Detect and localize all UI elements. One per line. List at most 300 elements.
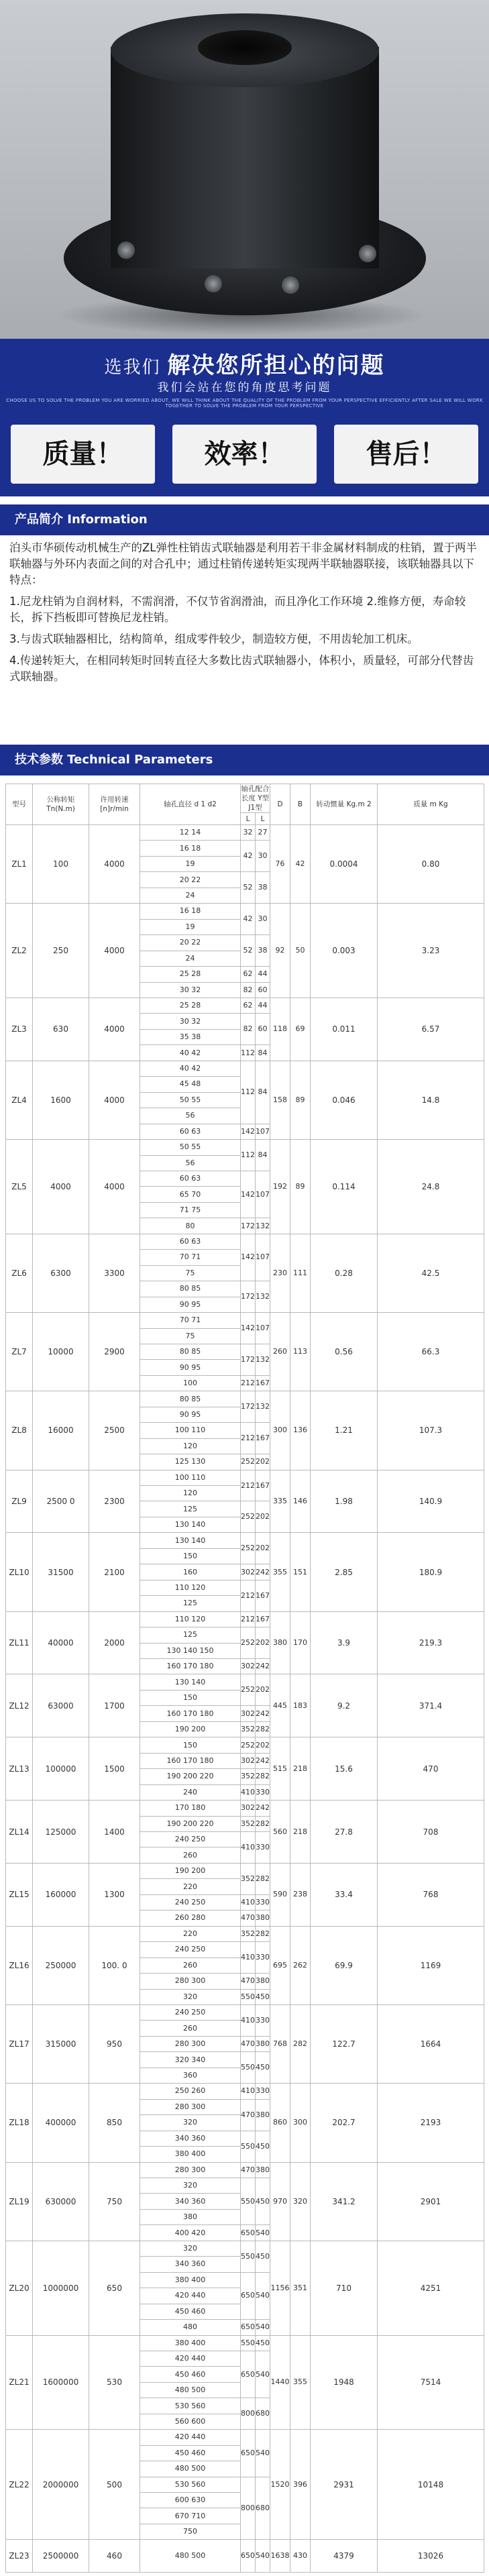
cell-model: ZL4	[6, 1061, 33, 1139]
col-bore: 轴孔直径 d 1 d2	[140, 784, 241, 825]
cell-l: 52	[241, 935, 256, 967]
cell-bore: 19	[140, 856, 241, 871]
cell-bore: 30 32	[140, 1014, 241, 1029]
cell-l: 352	[241, 1926, 256, 1941]
cell-bore: 60 63	[140, 1234, 241, 1249]
cell-bore: 240 250	[140, 1942, 241, 1957]
cell-model: ZL1	[6, 825, 33, 904]
cell-model: ZL3	[6, 998, 33, 1061]
cell-inertia: 3.9	[311, 1611, 378, 1674]
section-title: 产品简介 Information	[15, 513, 148, 527]
cell-l1: 167	[256, 1470, 270, 1501]
cell-b: 89	[290, 1140, 311, 1234]
cell-bore: 220	[140, 1879, 241, 1894]
cell-inertia: 0.0004	[311, 825, 378, 904]
cell-model: ZL12	[6, 1674, 33, 1737]
cell-speed: 4000	[89, 1061, 140, 1139]
cell-bore: 260	[140, 1957, 241, 1973]
card-efficiency	[172, 425, 317, 484]
cell-bore: 600 630	[140, 2493, 241, 2508]
cell-b: 42	[290, 825, 311, 904]
cell-l1: 680	[256, 2398, 270, 2430]
cell-bore: 130 140	[140, 1517, 241, 1532]
cell-bore: 40 42	[140, 1061, 241, 1076]
cell-inertia: 0.046	[311, 1061, 378, 1139]
cell-bore: 125 130	[140, 1454, 241, 1470]
cell-bore: 240 250	[140, 1894, 241, 1910]
cell-torque: 100	[33, 825, 89, 904]
cell-torque: 250000	[33, 1926, 89, 2004]
table-row	[6, 825, 484, 841]
cell-l: 352	[241, 1863, 256, 1894]
cell-l1: 242	[256, 1753, 270, 1768]
cell-model: ZL10	[6, 1533, 33, 1611]
cell-model: ZL9	[6, 1470, 33, 1533]
cell-torque: 4000	[33, 1140, 89, 1234]
cell-speed: 2500	[89, 1391, 140, 1470]
cell-mass: 768	[378, 1863, 484, 1926]
cell-d: 1638	[270, 2540, 290, 2572]
cell-d: 590	[270, 1863, 290, 1926]
cell-bore: 25 28	[140, 967, 241, 982]
cell-bore: 420 440	[140, 2430, 241, 2445]
cell-mass: 219.3	[378, 1611, 484, 1674]
cell-b: 218	[290, 1801, 311, 1864]
cell-l1: 540	[256, 2540, 270, 2572]
cell-bore: 340 360	[140, 2131, 241, 2146]
cell-l1: 202	[256, 1627, 270, 1659]
card-label: 质量！	[42, 438, 123, 470]
cell-torque: 1000000	[33, 2241, 89, 2335]
cell-speed: 500	[89, 2430, 140, 2540]
cell-inertia: 341.2	[311, 2162, 378, 2241]
cell-torque: 250	[33, 904, 89, 998]
table-row	[6, 1470, 484, 1485]
col-l: L	[241, 813, 256, 825]
table-header-row	[6, 784, 484, 813]
cell-l: 142	[241, 1313, 256, 1344]
cell-l1: 132	[256, 1391, 270, 1423]
cell-b: 355	[290, 2335, 311, 2430]
cell-l: 302	[241, 1753, 256, 1768]
product-photo	[0, 0, 489, 339]
cell-model: ZL6	[6, 1234, 33, 1312]
cell-b: 151	[290, 1533, 311, 1611]
cell-speed: 1400	[89, 1801, 140, 1864]
cell-b: 89	[290, 1061, 311, 1139]
table-row	[6, 2162, 484, 2178]
table-row	[6, 1533, 484, 1548]
cell-l1: 132	[256, 1281, 270, 1313]
cell-model: ZL8	[6, 1391, 33, 1470]
cell-speed: 850	[89, 2084, 140, 2162]
cell-bore: 480	[140, 2320, 241, 2335]
table-row	[6, 1391, 484, 1407]
cell-l: 650	[241, 2320, 256, 2335]
cell-bore: 12 14	[140, 825, 241, 841]
cell-d: 335	[270, 1470, 290, 1533]
banner-main: 解决您所担心的问题	[167, 352, 385, 379]
cell-mass: 2901	[378, 2162, 484, 2241]
cell-inertia: 710	[311, 2241, 378, 2335]
cell-l: 470	[241, 2162, 256, 2178]
cell-bore: 190 200 220	[140, 1816, 241, 1831]
cell-l1: 242	[256, 1659, 270, 1674]
cell-bore: 160 170 180	[140, 1659, 241, 1674]
cell-bore: 380 400	[140, 2272, 241, 2288]
cell-d: 860	[270, 2084, 290, 2162]
cell-b: 136	[290, 1391, 311, 1470]
cell-bore: 670 710	[140, 2508, 241, 2524]
cell-d: 380	[270, 1611, 290, 1674]
banner-lead: 选我们	[104, 358, 161, 378]
cell-torque: 1600	[33, 1061, 89, 1139]
bolt-head	[205, 275, 222, 292]
cell-l1: 107	[256, 1171, 270, 1218]
cell-l: 212	[241, 1611, 256, 1627]
cell-l: 82	[241, 982, 256, 998]
cell-l: 252	[241, 1533, 256, 1564]
cell-l1: 330	[256, 2084, 270, 2099]
col-d: D	[270, 784, 290, 825]
col-l1: L	[256, 813, 270, 825]
cell-l1: 330	[256, 1832, 270, 1864]
cell-bore: 40 42	[140, 1045, 241, 1061]
cell-inertia: 15.6	[311, 1737, 378, 1801]
cell-b: 396	[290, 2430, 311, 2540]
cell-l: 172	[241, 1281, 256, 1313]
cell-d: 192	[270, 1140, 290, 1234]
cell-mass: 10148	[378, 2430, 484, 2540]
cell-bore: 100 110	[140, 1423, 241, 1438]
cell-d: 560	[270, 1801, 290, 1864]
cell-b: 351	[290, 2241, 311, 2335]
cell-bore: 150	[140, 1690, 241, 1705]
cell-l1: 84	[256, 1140, 270, 1171]
cell-d: 92	[270, 904, 290, 998]
cell-inertia: 9.2	[311, 1674, 378, 1737]
cell-l1: 60	[256, 1014, 270, 1045]
cell-l1: 330	[256, 1942, 270, 1974]
cell-bore: 90 95	[140, 1297, 241, 1312]
cell-speed: 4000	[89, 1140, 140, 1234]
cell-model: ZL19	[6, 2162, 33, 2241]
cell-d: 118	[270, 998, 290, 1061]
cell-b: 113	[290, 1313, 311, 1391]
cell-torque: 400000	[33, 2084, 89, 2162]
cell-mass: 3.23	[378, 904, 484, 998]
cell-bore: 170 180	[140, 1801, 241, 1816]
col-torque: 公称转矩 Tn(N.m)	[33, 784, 89, 825]
cell-l: 470	[241, 1911, 256, 1926]
cell-l: 42	[241, 841, 256, 872]
cell-bore: 380 400	[140, 2147, 241, 2162]
cell-l1: 450	[256, 2052, 270, 2084]
cell-bore: 320	[140, 2241, 241, 2256]
bolt-head	[117, 241, 135, 259]
cell-bore: 260	[140, 2021, 241, 2036]
cell-mass: 1169	[378, 1926, 484, 2004]
cell-d: 445	[270, 1674, 290, 1737]
section-header-params	[0, 745, 489, 775]
table-row	[6, 1061, 484, 1076]
banner-headline	[0, 347, 489, 380]
cell-model: ZL23	[6, 2540, 33, 2572]
cell-torque: 2500 0	[33, 1470, 89, 1533]
cell-speed: 650	[89, 2241, 140, 2335]
col-mass: 质量 m Kg	[378, 784, 484, 825]
cell-bore: 45 48	[140, 1077, 241, 1092]
banner-english: CHOOSE US TO SOLVE THE PROBLEM YOU ARE WORRIED ABOUT, WE WILL THINK ABOUT THE QUALITY OF THE PROBLEM FROM YOUR PERSPECTIVE EFFICIENTLY AFTER SALE WE WILL WORK TOGETHER TO SOLVE THE PROBLEM FROM YOUR PERSPECTIVE	[6, 398, 483, 409]
cell-bore: 480 500	[140, 2540, 241, 2572]
cell-bore: 280 300	[140, 2099, 241, 2114]
cell-l1: 202	[256, 1533, 270, 1564]
cell-bore: 320	[140, 2178, 241, 2193]
cell-model: ZL14	[6, 1801, 33, 1864]
cell-bore: 450 460	[140, 2304, 241, 2319]
cell-bore: 120	[140, 1486, 241, 1501]
cell-d: 970	[270, 2162, 290, 2241]
cell-bore: 80 85	[140, 1344, 241, 1359]
cell-b: 282	[290, 2004, 311, 2083]
banner-subline: 我们会站在您的角度思考问题	[157, 381, 332, 394]
cell-l: 212	[241, 1423, 256, 1454]
cell-l: 470	[241, 2036, 256, 2051]
cell-torque: 16000	[33, 1391, 89, 1470]
params-table-wrap	[5, 784, 484, 2573]
feature-cards	[0, 413, 489, 496]
col-speed: 许用转速 [n]r/min	[89, 784, 140, 825]
cell-bore: 110 120	[140, 1580, 241, 1595]
cell-speed: 1500	[89, 1737, 140, 1801]
cell-mass: 708	[378, 1801, 484, 1864]
cell-speed: 4000	[89, 825, 140, 904]
cell-d: 158	[270, 1061, 290, 1139]
cell-l1: 540	[256, 2272, 270, 2319]
cell-l1: 27	[256, 825, 270, 841]
cell-bore: 125	[140, 1501, 241, 1517]
cell-l: 550	[241, 2131, 256, 2162]
intro-text	[9, 540, 480, 690]
cell-l: 252	[241, 1674, 256, 1706]
cell-l: 252	[241, 1737, 256, 1753]
cell-l: 172	[241, 1218, 256, 1234]
cell-inertia: 2931	[311, 2430, 378, 2540]
cell-l1: 540	[256, 2320, 270, 2335]
cell-l: 142	[241, 1171, 256, 1218]
cell-model: ZL7	[6, 1313, 33, 1391]
cell-inertia: 4379	[311, 2540, 378, 2572]
cell-bore: 16 18	[140, 904, 241, 919]
cell-l1: 242	[256, 1564, 270, 1580]
cell-l1: 242	[256, 1706, 270, 1721]
cell-bore: 100 110	[140, 1470, 241, 1485]
cell-b: 146	[290, 1470, 311, 1533]
cell-d: 695	[270, 1926, 290, 2004]
table-row	[6, 1863, 484, 1878]
cell-bore: 450 460	[140, 2367, 241, 2382]
cell-l: 112	[241, 1045, 256, 1061]
cell-l: 62	[241, 967, 256, 982]
cell-l: 172	[241, 1344, 256, 1375]
cell-bore: 75	[140, 1265, 241, 1281]
cell-l1: 44	[256, 967, 270, 982]
cell-l: 352	[241, 1816, 256, 1831]
cell-inertia: 0.114	[311, 1140, 378, 1234]
cell-bore: 125	[140, 1627, 241, 1643]
cell-d: 355	[270, 1533, 290, 1611]
cell-bore: 260 280	[140, 1911, 241, 1926]
cell-torque: 630	[33, 998, 89, 1061]
cell-bore: 240 250	[140, 1832, 241, 1847]
cell-l: 252	[241, 1501, 256, 1533]
cell-bore: 20 22	[140, 935, 241, 951]
cell-model: ZL16	[6, 1926, 33, 2004]
section-title: 技术参数 Technical Parameters	[15, 753, 213, 767]
cell-b: 111	[290, 1234, 311, 1312]
cell-b: 170	[290, 1611, 311, 1674]
cell-mass: 107.3	[378, 1391, 484, 1470]
cell-bore: 24	[140, 951, 241, 966]
cell-inertia: 27.8	[311, 1801, 378, 1864]
cell-mass: 24.8	[378, 1140, 484, 1234]
cell-l1: 282	[256, 1926, 270, 1941]
cell-l1: 107	[256, 1313, 270, 1344]
cell-bore: 150	[140, 1737, 241, 1753]
col-inertia: 转动惯量 Kg.m 2	[311, 784, 378, 825]
cell-l: 800	[241, 2477, 256, 2540]
table-row	[6, 2540, 484, 2572]
cell-bore: 20 22	[140, 872, 241, 888]
cell-l1: 330	[256, 1894, 270, 1910]
cell-bore: 19	[140, 919, 241, 934]
cell-l1: 330	[256, 1784, 270, 1800]
cell-bore: 380	[140, 2209, 241, 2224]
intro-paragraph: 1.尼龙柱销为自润材料，不需润滑，不仅节省润滑油，而且净化工作环境 2.维修方便，寿命较长，拆下挡板即可替换尼龙柱销。	[9, 595, 466, 624]
cell-speed: 100. 0	[89, 1926, 140, 2004]
cell-bore: 50 55	[140, 1140, 241, 1155]
cell-l1: 38	[256, 935, 270, 967]
cell-bore: 190 200 220	[140, 1769, 241, 1784]
cell-l1: 380	[256, 2099, 270, 2131]
cell-l1: 84	[256, 1045, 270, 1061]
table-row	[6, 2335, 484, 2351]
cell-bore: 280 300	[140, 2162, 241, 2178]
cell-model: ZL11	[6, 1611, 33, 1674]
promo-banner	[0, 339, 489, 413]
cell-l: 302	[241, 1659, 256, 1674]
cell-bore: 220	[140, 1926, 241, 1941]
cell-torque: 125000	[33, 1801, 89, 1864]
cell-l: 410	[241, 2004, 256, 2036]
cell-speed: 2900	[89, 1313, 140, 1391]
cell-l: 42	[241, 904, 256, 935]
cell-d: 300	[270, 1391, 290, 1470]
cell-bore: 360	[140, 2068, 241, 2083]
cell-torque: 315000	[33, 2004, 89, 2083]
cell-bore: 400 420	[140, 2225, 241, 2241]
cell-bore: 130 140	[140, 1674, 241, 1690]
cell-l: 650	[241, 2272, 256, 2319]
cell-mass: 13026	[378, 2540, 484, 2572]
cell-b: 218	[290, 1737, 311, 1801]
cell-l: 302	[241, 1706, 256, 1721]
cell-l1: 202	[256, 1501, 270, 1533]
cell-bore: 60 63	[140, 1171, 241, 1186]
cell-inertia: 202.7	[311, 2084, 378, 2162]
cell-bore: 160	[140, 1564, 241, 1580]
cell-inertia: 0.28	[311, 1234, 378, 1312]
cell-speed: 2100	[89, 1533, 140, 1611]
cell-inertia: 33.4	[311, 1863, 378, 1926]
cell-model: ZL22	[6, 2430, 33, 2540]
cell-mass: 0.80	[378, 825, 484, 904]
cell-l1: 167	[256, 1375, 270, 1391]
cell-bore: 150	[140, 1548, 241, 1564]
cell-bore: 340 360	[140, 2194, 241, 2209]
cell-model: ZL18	[6, 2084, 33, 2162]
cell-bore: 16 18	[140, 841, 241, 856]
cell-inertia: 0.011	[311, 998, 378, 1061]
cell-inertia: 1.98	[311, 1470, 378, 1533]
cell-inertia: 122.7	[311, 2004, 378, 2083]
table-row	[6, 1926, 484, 1941]
cell-speed: 4000	[89, 904, 140, 998]
cell-l1: 380	[256, 1911, 270, 1926]
cell-bore: 240 250	[140, 2004, 241, 2020]
cell-torque: 63000	[33, 1674, 89, 1737]
cell-bore: 80 85	[140, 1281, 241, 1297]
cell-mass: 6.57	[378, 998, 484, 1061]
cell-inertia: 69.9	[311, 1926, 378, 2004]
cell-l: 142	[241, 1234, 256, 1281]
cell-torque: 1600000	[33, 2335, 89, 2430]
cell-speed: 530	[89, 2335, 140, 2430]
cell-l1: 380	[256, 2036, 270, 2051]
coupling-bore	[198, 30, 292, 65]
cell-bore: 50 55	[140, 1092, 241, 1108]
cell-speed: 2300	[89, 1470, 140, 1533]
cell-speed: 460	[89, 2540, 140, 2572]
cell-bore: 90 95	[140, 1360, 241, 1375]
cell-l1: 380	[256, 2162, 270, 2178]
cell-l: 470	[241, 2099, 256, 2131]
cell-d: 1156	[270, 2241, 290, 2335]
cell-speed: 950	[89, 2004, 140, 2083]
cell-b: 238	[290, 1863, 311, 1926]
cell-bore: 80	[140, 1218, 241, 1234]
cell-b: 262	[290, 1926, 311, 2004]
cell-l: 252	[241, 1627, 256, 1659]
cell-bore: 160 170 180	[140, 1753, 241, 1768]
cell-mass: 140.9	[378, 1470, 484, 1533]
cell-l: 212	[241, 1470, 256, 1501]
cell-bore: 260	[140, 1847, 241, 1863]
cell-b: 183	[290, 1674, 311, 1737]
table-row	[6, 1611, 484, 1627]
cell-d: 768	[270, 2004, 290, 2083]
cell-l: 650	[241, 2225, 256, 2241]
intro-paragraph: 泊头市华硕传动机械生产的ZL弹性柱销齿式联轴器是利用若干非金属材料制成的柱销，置于两半联轴器与外环内表面之间的对合孔中；通过柱销传递转矩实现两半联轴器联接，该联轴器具以下特点：	[9, 541, 477, 586]
cell-l: 650	[241, 2540, 256, 2572]
cell-bore: 60 63	[140, 1124, 241, 1139]
table-row	[6, 904, 484, 919]
cell-b: 430	[290, 2540, 311, 2572]
cell-torque: 160000	[33, 1863, 89, 1926]
cell-bore: 750	[140, 2524, 241, 2539]
cell-d: 230	[270, 1234, 290, 1312]
cell-d: 1520	[270, 2430, 290, 2540]
